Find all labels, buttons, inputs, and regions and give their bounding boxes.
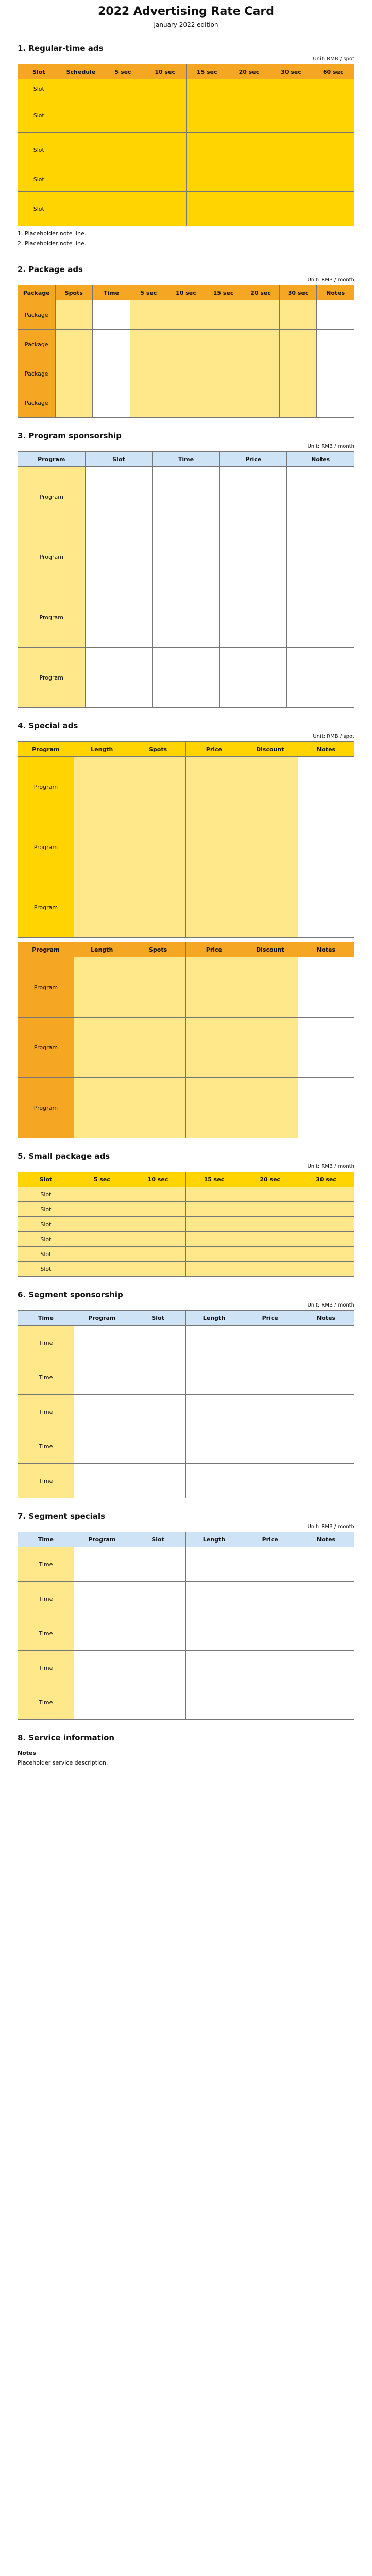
s1-row-label: Slot — [18, 133, 60, 167]
s3-h-3: Price — [219, 452, 287, 467]
s4-h-2: Spots — [130, 742, 186, 757]
section-7 — [18, 1512, 354, 1720]
s1-row-label: Slot — [18, 192, 60, 226]
s2-h-3: 5 sec — [130, 285, 167, 300]
s2-row-label: Package — [18, 300, 56, 330]
section-1-notes — [18, 226, 354, 251]
s4-row-label: Program — [18, 757, 74, 817]
section-7-title: 7. Segment specials — [18, 1512, 106, 1521]
s4b-h-4: Discount — [242, 942, 298, 957]
s5-row-label: Slot — [18, 1187, 74, 1202]
s3-row-label: Program — [18, 648, 86, 708]
s4-h-4: Discount — [242, 742, 298, 757]
s6-h-0: Time — [18, 1311, 74, 1326]
page-subtitle: January 2022 edition — [154, 21, 218, 28]
s5-h-3: 15 sec — [186, 1172, 242, 1187]
s1-row-label: Slot — [18, 79, 60, 98]
s4-row-label: Program — [18, 817, 74, 877]
section-4-unit: Unit: RMB / spot — [313, 734, 354, 740]
s5-h-2: 10 sec — [130, 1172, 186, 1187]
section-3 — [18, 431, 354, 708]
s5-row-label: Slot — [18, 1247, 74, 1262]
s2-h-2: Time — [93, 285, 130, 300]
s1-h-30s: 30 sec — [270, 64, 312, 79]
s2-row-label: Package — [18, 330, 56, 359]
s1-h-20s: 20 sec — [228, 64, 270, 79]
s1-h-5s: 5 sec — [102, 64, 144, 79]
s1-h-schedule: Schedule — [60, 64, 102, 79]
s6-h-1: Program — [74, 1311, 130, 1326]
s7-row-label: Time — [18, 1616, 74, 1651]
section-2-table — [18, 285, 354, 418]
s7-h-0: Time — [18, 1532, 74, 1547]
s4b-row-label: Program — [18, 1018, 74, 1078]
section-4 — [18, 721, 354, 1138]
s1-h-10s: 10 sec — [144, 64, 186, 79]
s1-h-15s: 15 sec — [186, 64, 228, 79]
s4b-h-0: Program — [18, 942, 74, 957]
s5-h-1: 5 sec — [74, 1172, 130, 1187]
s3-h-1: Slot — [85, 452, 153, 467]
section-8 — [18, 1733, 354, 1771]
s7-h-4: Price — [242, 1532, 298, 1547]
s7-h-5: Notes — [298, 1532, 354, 1547]
s7-row-label: Time — [18, 1685, 74, 1720]
s8-note: Placeholder service description. — [18, 1759, 108, 1767]
section-5-title: 5. Small package ads — [18, 1151, 110, 1161]
section-1-title: 1. Regular-time ads — [18, 44, 104, 53]
s5-h-0: Slot — [18, 1172, 74, 1187]
s5-row-label: Slot — [18, 1262, 74, 1277]
section-5 — [18, 1151, 354, 1277]
s3-h-4: Notes — [287, 452, 354, 467]
s3-row-label: Program — [18, 527, 86, 587]
s7-h-1: Program — [74, 1532, 130, 1547]
section-2-unit: Unit: RMB / month — [307, 277, 354, 283]
section-7-table — [18, 1532, 354, 1720]
s4b-h-2: Spots — [130, 942, 186, 957]
section-1-table — [18, 64, 354, 226]
s2-h-4: 10 sec — [167, 285, 205, 300]
s4b-h-5: Notes — [298, 942, 354, 957]
s4b-h-1: Length — [74, 942, 130, 957]
s4-h-0: Program — [18, 742, 74, 757]
s7-row-label: Time — [18, 1582, 74, 1616]
s2-row-label: Package — [18, 359, 56, 388]
section-3-unit: Unit: RMB / month — [307, 444, 354, 450]
s1-h-60s: 60 sec — [312, 64, 354, 79]
s6-row-label: Time — [18, 1395, 74, 1429]
s4b-h-3: Price — [186, 942, 242, 957]
s2-h-1: Spots — [55, 285, 93, 300]
s1-note-2: 2. Placeholder note line. — [18, 240, 87, 247]
section-4-title: 4. Special ads — [18, 721, 78, 731]
s6-row-label: Time — [18, 1360, 74, 1395]
header — [0, 0, 372, 30]
section-4-table-b — [18, 942, 354, 1138]
s1-row-label: Slot — [18, 167, 60, 192]
s6-h-2: Slot — [130, 1311, 186, 1326]
s2-h-7: 30 sec — [279, 285, 317, 300]
s8-label: Notes — [18, 1750, 37, 1757]
s4-row-label: Program — [18, 877, 74, 938]
s4-h-3: Price — [186, 742, 242, 757]
s5-h-4: 20 sec — [242, 1172, 298, 1187]
section-1 — [18, 44, 354, 251]
s5-row-label: Slot — [18, 1217, 74, 1232]
section-8-notes — [18, 1745, 354, 1771]
s3-row-label: Program — [18, 587, 86, 648]
section-6 — [18, 1290, 354, 1498]
s5-row-label: Slot — [18, 1232, 74, 1247]
section-5-table — [18, 1172, 354, 1277]
s1-row-label: Slot — [18, 98, 60, 133]
s5-h-5: 30 sec — [298, 1172, 354, 1187]
section-1-unit: Unit: RMB / spot — [313, 56, 354, 62]
s6-h-3: Length — [186, 1311, 242, 1326]
s2-h-0: Package — [18, 285, 56, 300]
s6-row-label: Time — [18, 1326, 74, 1360]
s1-h-slot: Slot — [18, 64, 60, 79]
s4-h-1: Length — [74, 742, 130, 757]
s7-row-label: Time — [18, 1651, 74, 1685]
page-title: 2022 Advertising Rate Card — [97, 5, 274, 18]
section-3-table — [18, 451, 354, 708]
section-3-title: 3. Program sponsorship — [18, 431, 122, 441]
s4-h-5: Notes — [298, 742, 354, 757]
s6-row-label: Time — [18, 1429, 74, 1464]
s6-row-label: Time — [18, 1464, 74, 1498]
s1-note-1: 1. Placeholder note line. — [18, 230, 87, 237]
section-8-title: 8. Service information — [18, 1733, 115, 1743]
s5-row-label: Slot — [18, 1202, 74, 1217]
section-7-unit: Unit: RMB / month — [307, 1524, 354, 1530]
s3-h-0: Program — [18, 452, 86, 467]
s3-h-2: Time — [153, 452, 220, 467]
s3-row-label: Program — [18, 467, 86, 527]
s4b-row-label: Program — [18, 957, 74, 1018]
s2-h-5: 15 sec — [205, 285, 242, 300]
section-4-table — [18, 741, 354, 938]
s7-h-2: Slot — [130, 1532, 186, 1547]
section-2 — [18, 265, 354, 418]
s7-row-label: Time — [18, 1547, 74, 1582]
s6-h-5: Notes — [298, 1311, 354, 1326]
s4b-row-label: Program — [18, 1078, 74, 1138]
section-6-unit: Unit: RMB / month — [307, 1302, 354, 1309]
s2-h-6: 20 sec — [242, 285, 280, 300]
s2-h-8: Notes — [317, 285, 354, 300]
section-5-unit: Unit: RMB / month — [307, 1164, 354, 1170]
s2-row-label: Package — [18, 388, 56, 418]
section-2-title: 2. Package ads — [18, 265, 83, 275]
s7-h-3: Length — [186, 1532, 242, 1547]
s6-h-4: Price — [242, 1311, 298, 1326]
section-6-title: 6. Segment sponsorship — [18, 1290, 123, 1300]
section-6-table — [18, 1310, 354, 1498]
